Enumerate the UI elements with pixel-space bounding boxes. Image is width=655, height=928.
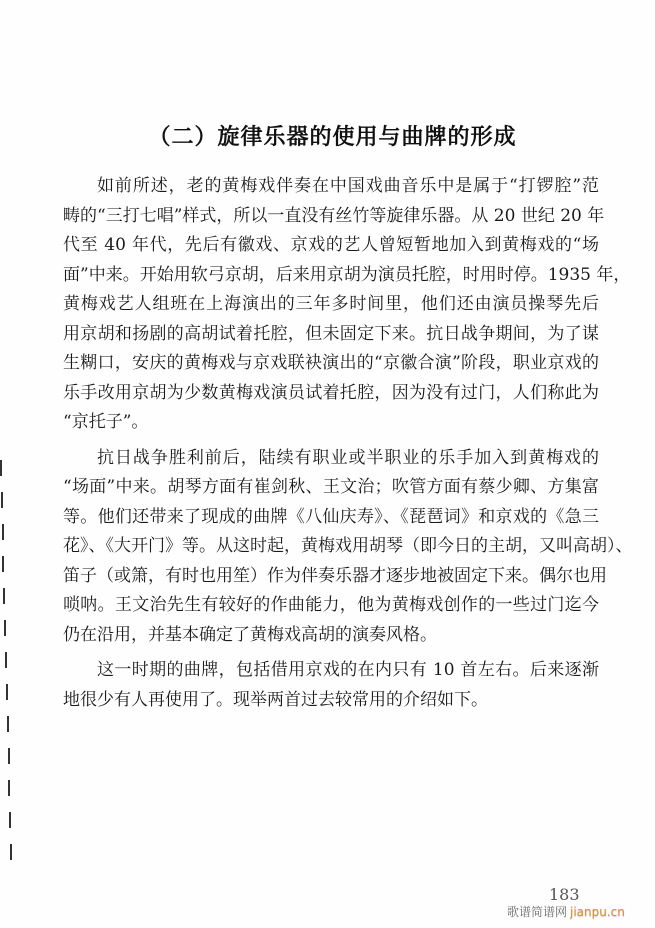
paragraph-1 <box>63 172 631 438</box>
margin-mark <box>2 524 4 540</box>
text-line: 这一时期的曲牌，包括借用京戏的在内只有 10 首左右。后来逐渐 <box>97 660 599 680</box>
paragraph-3 <box>63 656 599 715</box>
text-line: 代至 40 年代，先后有徽戏、京戏的艺人曾短暂地加入到黄梅戏的“场 <box>63 235 599 255</box>
text-line: 生糊口，安庆的黄梅戏与京戏联袂演出的“京徽合演”阶段，职业京戏的 <box>63 353 599 373</box>
text-line: 如前所述，老的黄梅戏伴奏在中国戏曲音乐中是属于“打锣腔”范 <box>97 176 599 196</box>
text-line: 畴的“三打七唱”样式，所以一直没有丝竹等旋律乐器。从 20 世纪 20 年 <box>63 205 605 226</box>
text-line: 乐手改用京胡为少数黄梅戏演员试着托腔，因为没有过门，人们称此为 <box>63 382 599 403</box>
margin-mark <box>7 716 9 732</box>
text-line: 用京胡和扬剧的高胡试着托腔，但未固定下来。抗日战争期间，为了谋 <box>63 323 599 344</box>
margin-mark <box>3 588 5 604</box>
text-line: 抗日战争胜利前后，陆续有职业或半职业的乐手加入到黄梅戏的 <box>97 447 599 468</box>
text-line: 面”中来。开始用软弓京胡，后来用京胡为演员托腔，时用时停。1935 年， <box>63 264 631 285</box>
text-line: 花》、《大开门》等。从这时起，黄梅戏用胡琴（即今日的主胡，又叫高胡）、 <box>63 536 633 556</box>
text-line: 地很少有人再使用了。现举两首过去较常用的介绍如下。 <box>63 689 488 710</box>
margin-mark <box>1 492 3 508</box>
page-number: 183 <box>549 885 580 904</box>
margin-mark <box>6 684 8 700</box>
margin-mark <box>0 460 2 476</box>
text-line: 笛子（或箫，有时也用笙）作为伴奏乐器才逐步地被固定下来。偶尔也用 <box>63 565 607 586</box>
text-line: 等。他们还带来了现成的曲牌《八仙庆寿》、《琵琶词》和京戏的《急三 <box>63 506 599 527</box>
margin-mark <box>8 780 10 796</box>
margin-mark <box>2 556 4 572</box>
watermark-text: 歌谱简谱网 <box>507 905 568 919</box>
paragraph-2 <box>63 444 633 651</box>
watermark <box>507 903 625 920</box>
margin-mark <box>8 748 10 764</box>
body-text <box>63 172 633 715</box>
section-title: （二）旋律乐器的使用与曲牌的形成 <box>148 125 517 150</box>
text-line: 仍在沿用，并基本确定了黄梅戏高胡的演奏风格。 <box>63 624 437 645</box>
margin-mark <box>10 844 12 860</box>
binding-margin-marks <box>0 460 14 870</box>
watermark-domain: jianpu.cn <box>570 905 625 919</box>
text-line: “场面”中来。胡琴方面有崔剑秋、王文治；吹管方面有蔡少卿、方集富 <box>63 477 599 497</box>
margin-mark <box>9 812 11 828</box>
margin-mark <box>5 652 7 668</box>
text-line: 唢呐。王文治先生有较好的作曲能力，他为黄梅戏创作的一些过门迄今 <box>63 595 599 615</box>
margin-mark <box>4 620 6 636</box>
text-line: 黄梅戏艺人组班在上海演出的三年多时间里，他们还由演员操琴先后 <box>63 294 599 314</box>
text-line: “京托子”。 <box>63 412 149 432</box>
